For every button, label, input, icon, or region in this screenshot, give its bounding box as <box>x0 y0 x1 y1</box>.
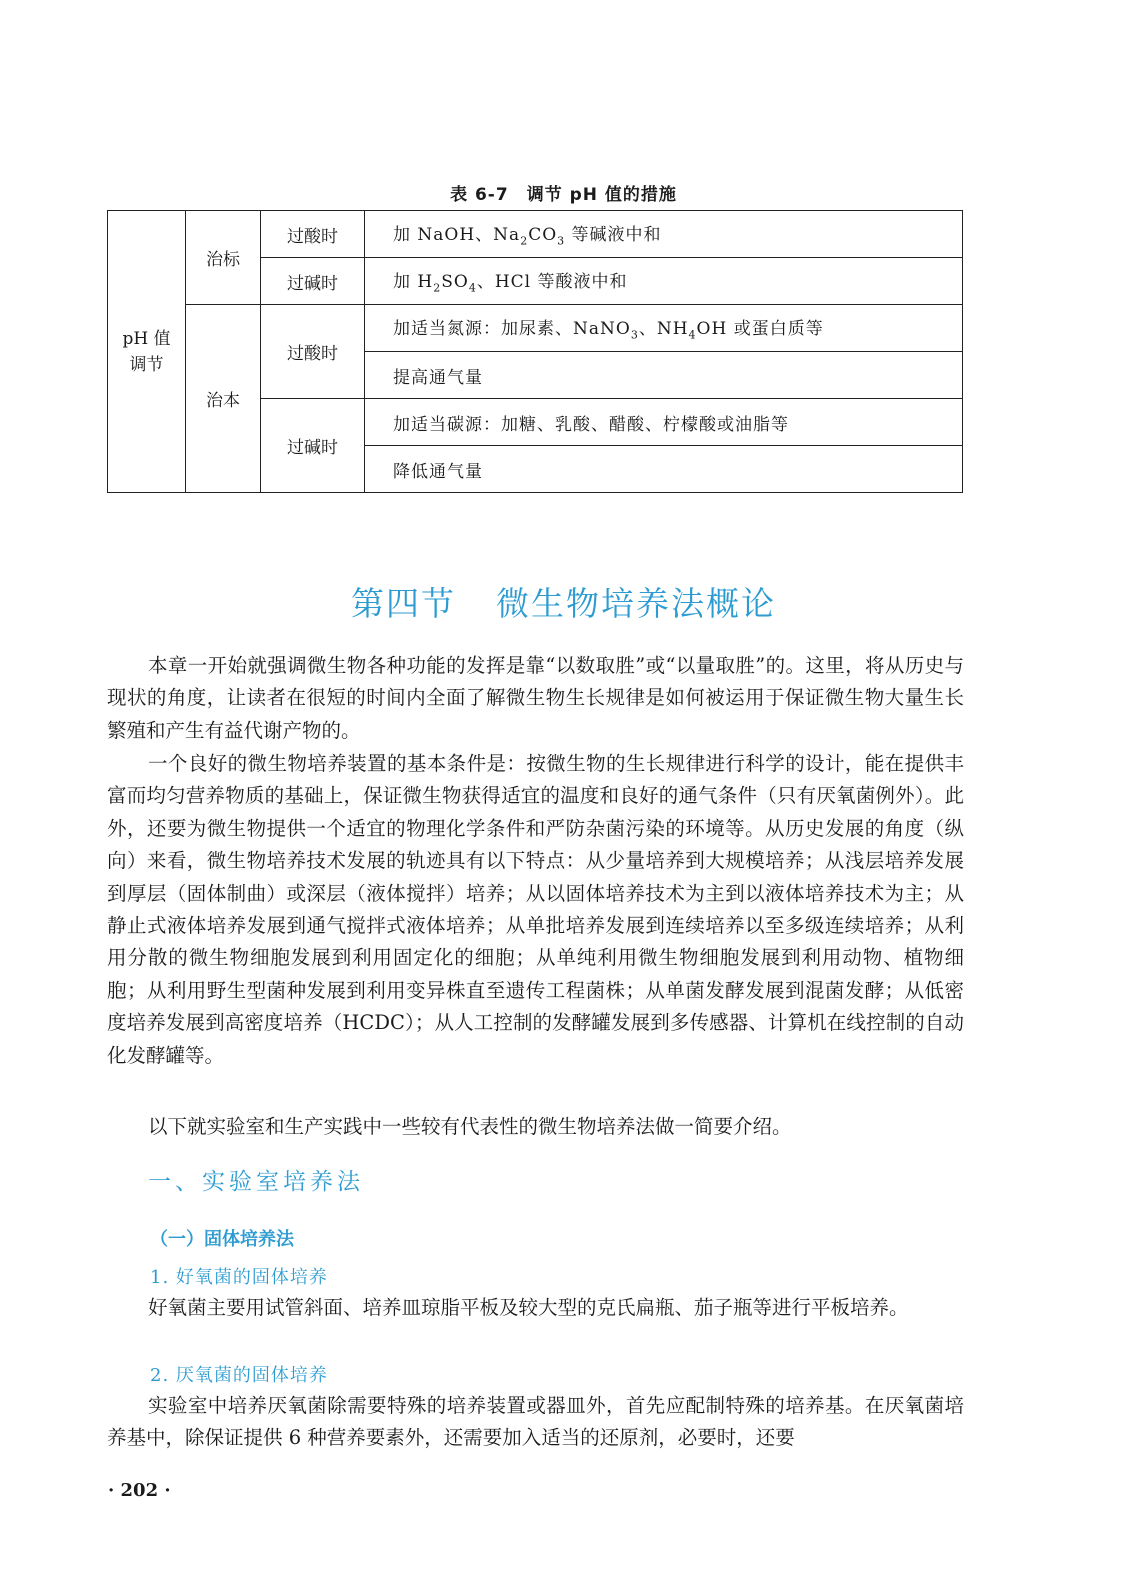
group-treat-symptom: 治标 <box>186 211 261 305</box>
paragraph-intro: 本章一开始就强调微生物各种功能的发挥是靠“以数取胜”或“以量取胜”的。这里，将从历史与现状的角度，让读者在很短的时间内全面了解微生物生长规律是如何被运用于保证微生物大量生长繁殖和产生有益代谢产物的。 <box>107 654 964 742</box>
heading-aerobic: 1. 好氧菌的固体培养 <box>150 1267 328 1288</box>
paragraph-lead: 以下就实验室和生产实践中一些较有代表性的微生物培养法做一简要介绍。 <box>148 1115 792 1138</box>
heading-solid-culture: （一）固体培养法 <box>150 1229 294 1250</box>
table-caption: 表 6-7 调节 pH 值的措施 <box>450 185 677 205</box>
cond-alkali-2: 过碱时 <box>261 399 365 493</box>
measure-cell: 加 $H_2SO_4$、HCl 等酸液中和 <box>365 258 963 305</box>
heading-lab-culture: 一、实验室培养法 <box>148 1169 364 1195</box>
section-number: 第四节 <box>351 584 456 623</box>
section-title <box>0 578 1127 625</box>
cond-acid-1: 过酸时 <box>261 211 365 258</box>
section-name: 微生物培养法概论 <box>496 584 776 623</box>
row-label-cell <box>108 211 186 493</box>
row-label-line2: 调节 <box>129 354 164 375</box>
measure-cell: 降低通气量 <box>365 446 963 493</box>
row-label-line1: pH 值 <box>122 328 171 349</box>
group-treat-root: 治本 <box>186 305 261 493</box>
measure-cell: 加适当碳源：加糖、乳酸、醋酸、柠檬酸或油脂等 <box>365 399 963 446</box>
paragraph-aerobic: 好氧菌主要用试管斜面、培养皿琼脂平板及较大型的克氏扁瓶、茄子瓶等进行平板培养。 <box>148 1296 909 1319</box>
paragraph-anaerobic: 实验室中培养厌氧菌除需要特殊的培养装置或器皿外，首先应配制特殊的培养基。在厌氧菌培养基中，除保证提供 6 种营养要素外，还需要加入适当的还原剂，必要时，还要 <box>107 1394 964 1450</box>
measure-cell: 提高通气量 <box>365 352 963 399</box>
cond-acid-2: 过酸时 <box>261 305 365 399</box>
ph-adjust-table <box>107 210 963 493</box>
page-number: · 202 · <box>108 1480 171 1501</box>
cond-alkali-1: 过碱时 <box>261 258 365 305</box>
measure-cell: 加适当氮源：加尿素、NaNO$_3$、$NH_4OH$ 或蛋白质等 <box>365 305 963 352</box>
heading-anaerobic: 2. 厌氧菌的固体培养 <box>150 1365 328 1386</box>
measure-cell: 加 NaOH、$Na_2CO_3$ 等碱液中和 <box>365 211 963 258</box>
paragraph-conditions: 一个良好的微生物培养装置的基本条件是：按微生物的生长规律进行科学的设计，能在提供丰富而均匀营养物质的基础上，保证微生物获得适宜的温度和良好的通气条件（只有厌氧菌例外）。此外，还要为微生物提供一个适宜的物理化学条件和严防杂菌污染的环境等。从历史发展的角度（纵向）来看，微生物培养技术发展的轨迹具有以下特点：从少量培养到大规模培养；从浅层培养发展到厚层（固体制曲）或深层（液体搅拌）培养；从以固体培养技术为主到以液体培养技术为主；从静止式液体培养发展到通气搅拌式液体培养；从单批培养发展到连续培养以至多级连续培养；从利用分散的微生物细胞发展到利用固定化的细胞；从单纯利用微生物细胞发展到利用动物、植物细胞；从利用野生型菌种发展到利用变异株直至遗传工程菌株；从单菌发酵发展到混菌发酵；从低密度培养发展到高密度培养（HCDC）；从人工控制的发酵罐发展到多传感器、计算机在线控制的自动化发酵罐等。 <box>107 752 964 1067</box>
